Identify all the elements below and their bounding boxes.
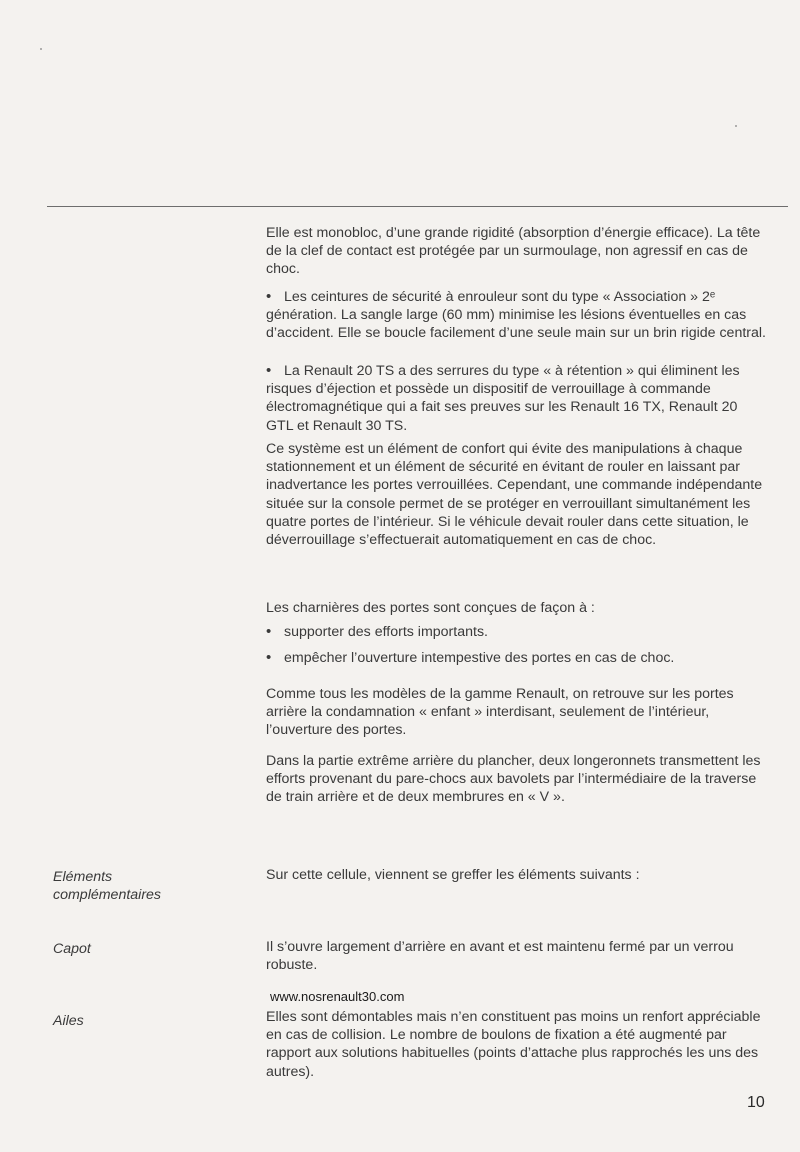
paper-speck: [735, 125, 737, 127]
paragraph-capot: Il s’ouvre largement d’arrière en avant et est maintenu fermé par un verrou robuste.: [266, 939, 734, 974]
page-number: 10: [747, 1094, 765, 1111]
paper-speck: [40, 48, 42, 50]
paragraph-ailes: Elles sont démontables mais n’en constituent pas moins un renfort appréciable en cas de collision. Le nombre de boulons de fixation a été augmenté par rapport aux solutions habituelles (points d’attache plus rapprochés les uns des autres).: [266, 1009, 761, 1080]
paragraph-child-lock: Comme tous les modèles de la gamme Renault, on retrouve sur les portes arrière la condamnation « enfant » interdisant, seulement de l’intérieur, l’ouverture des portes.: [266, 686, 734, 739]
heading-elements-complementaires: Eléments complémentaires: [53, 869, 162, 904]
paragraph-hinges-intro: Les charnières des portes sont conçues de façon à :: [266, 600, 595, 616]
paragraph-steering-lock: Elle est monobloc, d’une grande rigidité (absorption d’énergie efficace). La tête de la clef de contact est protégée par un surmoulage, non agressif en cas de choc.: [266, 225, 761, 278]
paragraph-seat-belts: • Les ceintures de sécurité à enrouleur sont du type « Association » 2ᵉ génération. La sangle large (60 mm) minimise les lésions éventuelles en cas d’accident. Elle se boucle facilement d’une seule main sur un brin rigide central.: [266, 288, 766, 343]
heading-ailes: Ailes: [53, 1013, 84, 1029]
paragraph-elements-complementaires: Sur cette cellule, viennent se greffer les éléments suivants :: [266, 867, 640, 883]
paragraph-rear-floor: Dans la partie extrême arrière du plancher, deux longeronnets transmettent les efforts provenant du pare-chocs aux bavolets par l’intermédiaire de la traverse de train arrière et de deux membrures en « V ».: [266, 753, 761, 806]
watermark-url: www.nosrenault30.com: [270, 989, 405, 1004]
horizontal-rule: [47, 206, 788, 207]
bullet-hinges-efforts: • supporter des efforts importants.: [266, 623, 766, 641]
heading-capot: Capot: [53, 941, 91, 957]
paragraph-door-locks: • La Renault 20 TS a des serrures du type « à rétention » qui éliminent les risques d’éjection et possède un dispositif de verrouillage à commande électromagnétique qui a fait ses preuves sur les Renault 16 TX, Renault 20 GTL et Renault 30 TS.: [266, 362, 766, 435]
bullet-hinges-opening: • empêcher l’ouverture intempestive des portes en cas de choc.: [266, 649, 766, 667]
paragraph-locking-system: Ce système est un élément de confort qui évite des manipulations à chaque stationnement et un élément de sécurité en évitant de rouler en laissant par inadvertance les portes verrouillées. Cependant, une commande indépendante située sur la console permet de se protéger en verrouillant simultanément les quatre portes de l’intérieur. Si le véhicule devait rouler dans cette situation, le déverrouillage s’effectuerait automatiquement en cas de choc.: [266, 441, 763, 549]
